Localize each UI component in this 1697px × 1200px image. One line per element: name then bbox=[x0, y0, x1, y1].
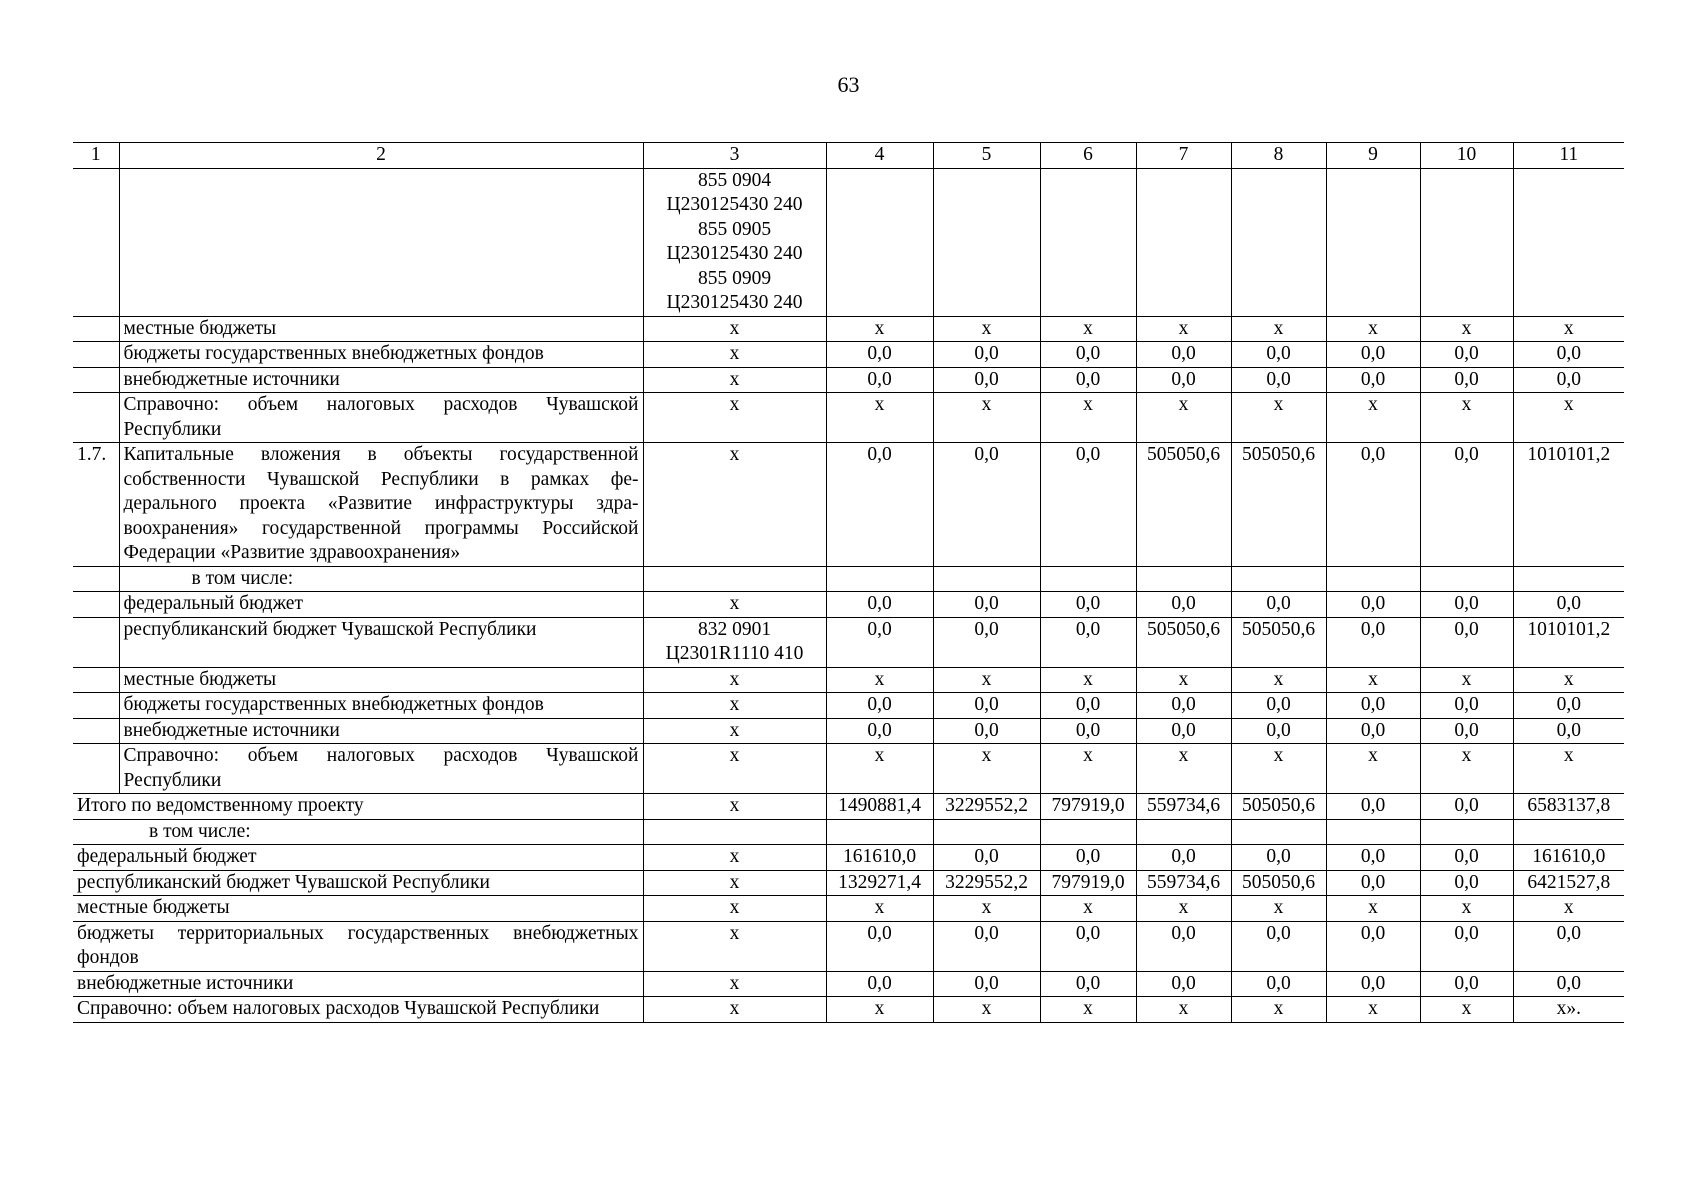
value-cell bbox=[1513, 819, 1624, 845]
value-cell: 0,0 bbox=[1326, 617, 1420, 667]
number-cell bbox=[73, 592, 119, 618]
value-cell: 0,0 bbox=[1420, 617, 1513, 667]
value-cell: 0,0 bbox=[1136, 367, 1231, 393]
value-cell: х bbox=[1231, 896, 1326, 922]
table-body bbox=[73, 143, 1624, 1023]
code-cell: х bbox=[643, 592, 826, 618]
value-cell: х bbox=[1420, 667, 1513, 693]
value-cell: 3229552,2 bbox=[933, 870, 1040, 896]
value-cell: 0,0 bbox=[1040, 971, 1136, 997]
value-cell: 559734,6 bbox=[1136, 794, 1231, 820]
value-cell: 1010101,2 bbox=[1513, 443, 1624, 567]
label-cell: федеральный бюджет bbox=[119, 592, 643, 618]
label-cell: Справочно: объем налоговых расходов Чувашской Республики bbox=[73, 997, 643, 1023]
value-cell: 0,0 bbox=[1326, 443, 1420, 567]
value-cell: х bbox=[1040, 667, 1136, 693]
table-row bbox=[73, 617, 1624, 667]
value-cell: х bbox=[1136, 896, 1231, 922]
label-cell: бюджеты территориальных государственных внебюджетных фондов bbox=[73, 921, 643, 971]
value-cell: х bbox=[1326, 997, 1420, 1023]
code-cell: х bbox=[643, 896, 826, 922]
code-cell bbox=[643, 617, 826, 667]
table-row bbox=[73, 693, 1624, 719]
label-cell: местные бюджеты bbox=[73, 896, 643, 922]
code-cell: х bbox=[643, 316, 826, 342]
value-cell: 0,0 bbox=[1040, 592, 1136, 618]
value-cell: х bbox=[1136, 997, 1231, 1023]
column-header: 1 bbox=[73, 143, 119, 169]
value-cell: х bbox=[826, 896, 933, 922]
value-cell: 0,0 bbox=[826, 718, 933, 744]
value-cell: 0,0 bbox=[1136, 342, 1231, 368]
code-cell: х bbox=[643, 667, 826, 693]
value-cell: х bbox=[933, 744, 1040, 794]
label-cell: местные бюджеты bbox=[119, 316, 643, 342]
value-cell: х bbox=[933, 316, 1040, 342]
label-cell: республиканский бюджет Чувашской Республики bbox=[119, 617, 643, 667]
code-cell: х bbox=[643, 870, 826, 896]
total-row bbox=[73, 794, 1624, 820]
value-cell: 0,0 bbox=[1420, 342, 1513, 368]
table-row bbox=[73, 592, 1624, 618]
number-cell bbox=[73, 693, 119, 719]
value-cell bbox=[1231, 819, 1326, 845]
value-cell: 0,0 bbox=[933, 845, 1040, 871]
value-cell: 0,0 bbox=[1326, 342, 1420, 368]
label-cell: в том числе: bbox=[119, 566, 643, 592]
value-cell: х bbox=[1513, 744, 1624, 794]
value-cell: х». bbox=[1513, 997, 1624, 1023]
value-cell: 0,0 bbox=[826, 592, 933, 618]
value-cell: 0,0 bbox=[1326, 971, 1420, 997]
code-line: 855 0905 bbox=[697, 218, 772, 240]
code-cell: х bbox=[643, 794, 826, 820]
value-cell: х bbox=[933, 667, 1040, 693]
value-cell bbox=[933, 566, 1040, 592]
value-cell bbox=[1136, 566, 1231, 592]
item-row bbox=[73, 443, 1624, 567]
value-cell: х bbox=[933, 896, 1040, 922]
page-number: 63 bbox=[837, 72, 860, 97]
value-cell: 0,0 bbox=[826, 617, 933, 667]
value-cell: 0,0 bbox=[1040, 443, 1136, 567]
value-cell: х bbox=[1136, 667, 1231, 693]
value-cell: 559734,6 bbox=[1136, 870, 1231, 896]
number-cell bbox=[73, 316, 119, 342]
value-cell: х bbox=[1326, 667, 1420, 693]
value-cell: 0,0 bbox=[1513, 718, 1624, 744]
value-cell: 0,0 bbox=[1420, 845, 1513, 871]
value-cell bbox=[1136, 819, 1231, 845]
value-cell: 161610,0 bbox=[826, 845, 933, 871]
value-cell: х bbox=[1420, 393, 1513, 443]
value-cell: 505050,6 bbox=[1136, 443, 1231, 567]
column-header: 9 bbox=[1326, 143, 1420, 169]
number-cell bbox=[73, 342, 119, 368]
value-cell: 0,0 bbox=[1513, 592, 1624, 618]
column-header: 4 bbox=[826, 143, 933, 169]
value-cell: 505050,6 bbox=[1231, 617, 1326, 667]
value-cell: 0,0 bbox=[1420, 592, 1513, 618]
column-header: 7 bbox=[1136, 143, 1231, 169]
value-cell: 0,0 bbox=[1231, 342, 1326, 368]
value-cell: 0,0 bbox=[933, 592, 1040, 618]
value-cell bbox=[1513, 566, 1624, 592]
table-row bbox=[73, 845, 1624, 871]
value-cell: 0,0 bbox=[1420, 794, 1513, 820]
value-cell: 505050,6 bbox=[1231, 794, 1326, 820]
value-cell: х bbox=[1326, 744, 1420, 794]
table-row bbox=[73, 393, 1624, 443]
value-cell bbox=[1326, 566, 1420, 592]
value-cell: 0,0 bbox=[1231, 367, 1326, 393]
code-line: 832 0901 bbox=[697, 618, 772, 640]
column-header: 3 bbox=[643, 143, 826, 169]
code-cell: х bbox=[643, 744, 826, 794]
label-cell bbox=[119, 168, 643, 316]
label-cell: федеральный бюджет bbox=[73, 845, 643, 871]
value-cell: х bbox=[933, 997, 1040, 1023]
value-cell: 0,0 bbox=[933, 367, 1040, 393]
value-cell: х bbox=[1513, 667, 1624, 693]
code-line: 855 0904 bbox=[697, 169, 772, 191]
value-cell: 0,0 bbox=[1513, 367, 1624, 393]
value-cell: 0,0 bbox=[1040, 367, 1136, 393]
code-line: Ц230125430 240 bbox=[666, 292, 803, 313]
value-cell: 0,0 bbox=[826, 342, 933, 368]
value-cell: 0,0 bbox=[1136, 718, 1231, 744]
code-cell bbox=[643, 168, 826, 316]
value-cell: 0,0 bbox=[1513, 921, 1624, 971]
value-cell: 0,0 bbox=[933, 617, 1040, 667]
value-cell: 0,0 bbox=[933, 921, 1040, 971]
value-cell: 0,0 bbox=[826, 693, 933, 719]
continuation-row bbox=[73, 168, 1624, 316]
value-cell: х bbox=[1326, 896, 1420, 922]
value-cell bbox=[1231, 168, 1326, 316]
value-cell: 0,0 bbox=[1513, 342, 1624, 368]
value-cell: 0,0 bbox=[1136, 971, 1231, 997]
code-cell: х bbox=[643, 443, 826, 567]
value-cell: 0,0 bbox=[933, 693, 1040, 719]
value-cell bbox=[933, 168, 1040, 316]
column-header: 10 bbox=[1420, 143, 1513, 169]
number-cell bbox=[73, 367, 119, 393]
value-cell: 0,0 bbox=[1231, 693, 1326, 719]
column-header: 8 bbox=[1231, 143, 1326, 169]
value-cell: х bbox=[826, 744, 933, 794]
value-cell: 0,0 bbox=[1040, 342, 1136, 368]
value-cell: 1329271,4 bbox=[826, 870, 933, 896]
code-line: Ц230125430 240 bbox=[666, 243, 803, 264]
value-cell: 0,0 bbox=[933, 718, 1040, 744]
value-cell: 0,0 bbox=[1136, 693, 1231, 719]
table-row bbox=[73, 971, 1624, 997]
value-cell: х bbox=[1136, 393, 1231, 443]
value-cell: х bbox=[1420, 744, 1513, 794]
value-cell: х bbox=[1136, 316, 1231, 342]
value-cell: х bbox=[1136, 744, 1231, 794]
value-cell: 0,0 bbox=[1420, 718, 1513, 744]
value-cell: 505050,6 bbox=[1231, 870, 1326, 896]
value-cell: 3229552,2 bbox=[933, 794, 1040, 820]
column-header: 6 bbox=[1040, 143, 1136, 169]
label-cell: внебюджетные источники bbox=[119, 718, 643, 744]
value-cell: 0,0 bbox=[1420, 693, 1513, 719]
value-cell: 0,0 bbox=[1513, 693, 1624, 719]
value-cell bbox=[1231, 566, 1326, 592]
value-cell bbox=[1136, 168, 1231, 316]
value-cell: х bbox=[1231, 316, 1326, 342]
code-cell: х bbox=[643, 921, 826, 971]
value-cell: 0,0 bbox=[1040, 845, 1136, 871]
label-cell: внебюджетные источники bbox=[73, 971, 643, 997]
value-cell: 0,0 bbox=[1326, 794, 1420, 820]
value-cell bbox=[1326, 168, 1420, 316]
budget-table bbox=[73, 142, 1624, 1023]
value-cell: х bbox=[826, 667, 933, 693]
value-cell bbox=[643, 566, 826, 592]
value-cell: х bbox=[1420, 316, 1513, 342]
table-row bbox=[73, 921, 1624, 971]
label-cell: внебюджетные источники bbox=[119, 367, 643, 393]
value-cell: 0,0 bbox=[1231, 845, 1326, 871]
table-row bbox=[73, 896, 1624, 922]
code-cell: х bbox=[643, 971, 826, 997]
value-cell: х bbox=[1326, 316, 1420, 342]
value-cell: х bbox=[1513, 316, 1624, 342]
value-cell bbox=[1040, 819, 1136, 845]
value-cell: х bbox=[1231, 667, 1326, 693]
value-cell bbox=[1420, 566, 1513, 592]
value-cell: х bbox=[826, 393, 933, 443]
label-cell: местные бюджеты bbox=[119, 667, 643, 693]
value-cell: х bbox=[826, 997, 933, 1023]
value-cell: 6421527,8 bbox=[1513, 870, 1624, 896]
code-cell: х bbox=[643, 718, 826, 744]
number-cell bbox=[73, 566, 119, 592]
table-row bbox=[73, 342, 1624, 368]
table-row bbox=[73, 744, 1624, 794]
value-cell: 0,0 bbox=[1420, 443, 1513, 567]
value-cell: 0,0 bbox=[1420, 870, 1513, 896]
value-cell: 505050,6 bbox=[1136, 617, 1231, 667]
value-cell: 505050,6 bbox=[1231, 443, 1326, 567]
number-cell bbox=[73, 393, 119, 443]
value-cell bbox=[1420, 168, 1513, 316]
value-cell: 0,0 bbox=[1040, 693, 1136, 719]
code-cell: х bbox=[643, 997, 826, 1023]
table-row bbox=[73, 870, 1624, 896]
label-cell: в том числе: bbox=[73, 819, 643, 845]
value-cell: 797919,0 bbox=[1040, 870, 1136, 896]
value-cell: 797919,0 bbox=[1040, 794, 1136, 820]
code-line: Ц2301R1110 410 bbox=[665, 643, 804, 664]
column-header: 5 bbox=[933, 143, 1040, 169]
value-cell: 0,0 bbox=[1513, 971, 1624, 997]
including-row bbox=[73, 566, 1624, 592]
value-cell: х bbox=[1040, 997, 1136, 1023]
table-row bbox=[73, 316, 1624, 342]
column-header: 2 bbox=[119, 143, 643, 169]
value-cell: х bbox=[1513, 896, 1624, 922]
value-cell: 0,0 bbox=[826, 367, 933, 393]
value-cell: 0,0 bbox=[826, 443, 933, 567]
column-header: 11 bbox=[1513, 143, 1624, 169]
value-cell: 0,0 bbox=[1420, 971, 1513, 997]
value-cell: 0,0 bbox=[1231, 971, 1326, 997]
label-cell: республиканский бюджет Чувашской Республики bbox=[73, 870, 643, 896]
value-cell bbox=[1513, 168, 1624, 316]
value-cell: х bbox=[826, 316, 933, 342]
value-cell: 6583137,8 bbox=[1513, 794, 1624, 820]
header-row bbox=[73, 143, 1624, 169]
number-cell bbox=[73, 168, 119, 316]
label-cell: Справочно: объем налоговых расходов Чувашской Республики bbox=[119, 744, 643, 794]
value-cell: 0,0 bbox=[1231, 592, 1326, 618]
code-line: 855 0909 bbox=[697, 267, 772, 289]
value-cell bbox=[1040, 566, 1136, 592]
value-cell bbox=[826, 819, 933, 845]
value-cell: х bbox=[1420, 997, 1513, 1023]
code-cell: х bbox=[643, 393, 826, 443]
table-row bbox=[73, 367, 1624, 393]
number-cell bbox=[73, 617, 119, 667]
code-cell: х bbox=[643, 367, 826, 393]
value-cell: х bbox=[1040, 393, 1136, 443]
value-cell: 0,0 bbox=[933, 971, 1040, 997]
code-cell: х bbox=[643, 693, 826, 719]
value-cell: 0,0 bbox=[826, 921, 933, 971]
value-cell: 0,0 bbox=[1326, 693, 1420, 719]
value-cell: 0,0 bbox=[1136, 921, 1231, 971]
value-cell: х bbox=[1040, 896, 1136, 922]
value-cell: 0,0 bbox=[1136, 592, 1231, 618]
value-cell: 0,0 bbox=[1231, 921, 1326, 971]
value-cell: 0,0 bbox=[1231, 718, 1326, 744]
code-line: Ц230125430 240 bbox=[666, 194, 803, 215]
value-cell: х bbox=[1040, 316, 1136, 342]
value-cell bbox=[1420, 819, 1513, 845]
value-cell: х bbox=[1420, 896, 1513, 922]
number-cell: 1.7. bbox=[73, 443, 119, 567]
number-cell bbox=[73, 667, 119, 693]
table-row bbox=[73, 718, 1624, 744]
value-cell bbox=[643, 819, 826, 845]
including-row bbox=[73, 819, 1624, 845]
value-cell bbox=[826, 566, 933, 592]
value-cell: х bbox=[1513, 393, 1624, 443]
label-cell: Капитальные вложения в объекты государственной собственности Чувашской Республики в рамках федерального проекта «Развитие инфраструктуры здравоохранения» государственной программы Российской Федерации «Развитие здравоохранения» bbox=[119, 443, 643, 567]
label-cell: бюджеты государственных внебюджетных фондов bbox=[119, 342, 643, 368]
value-cell: 0,0 bbox=[1326, 921, 1420, 971]
value-cell: х bbox=[1326, 393, 1420, 443]
value-cell: 0,0 bbox=[1326, 718, 1420, 744]
value-cell: 0,0 bbox=[1136, 845, 1231, 871]
value-cell: 0,0 bbox=[1326, 845, 1420, 871]
value-cell: 0,0 bbox=[933, 443, 1040, 567]
value-cell: 0,0 bbox=[1420, 921, 1513, 971]
value-cell bbox=[1326, 819, 1420, 845]
total-label: Итого по ведомственному проекту bbox=[73, 794, 643, 820]
value-cell: х bbox=[1231, 393, 1326, 443]
label-cell: бюджеты государственных внебюджетных фондов bbox=[119, 693, 643, 719]
value-cell: 0,0 bbox=[1326, 592, 1420, 618]
value-cell: 0,0 bbox=[1420, 367, 1513, 393]
code-cell: х bbox=[643, 845, 826, 871]
code-cell: х bbox=[643, 342, 826, 368]
value-cell: 0,0 bbox=[1326, 367, 1420, 393]
value-cell: х bbox=[933, 393, 1040, 443]
value-cell: 0,0 bbox=[933, 342, 1040, 368]
value-cell: 1490881,4 bbox=[826, 794, 933, 820]
value-cell: 0,0 bbox=[1040, 718, 1136, 744]
value-cell bbox=[826, 168, 933, 316]
value-cell: 0,0 bbox=[1040, 921, 1136, 971]
table-row bbox=[73, 667, 1624, 693]
value-cell: 0,0 bbox=[1326, 870, 1420, 896]
value-cell: х bbox=[1231, 744, 1326, 794]
value-cell bbox=[933, 819, 1040, 845]
value-cell: 0,0 bbox=[1040, 617, 1136, 667]
value-cell: 1010101,2 bbox=[1513, 617, 1624, 667]
value-cell: х bbox=[1231, 997, 1326, 1023]
value-cell bbox=[1040, 168, 1136, 316]
label-cell: Справочно: объем налоговых расходов Чувашской Республики bbox=[119, 393, 643, 443]
value-cell: х bbox=[1040, 744, 1136, 794]
value-cell: 161610,0 bbox=[1513, 845, 1624, 871]
table-row bbox=[73, 997, 1624, 1023]
number-cell bbox=[73, 744, 119, 794]
number-cell bbox=[73, 718, 119, 744]
value-cell: 0,0 bbox=[826, 971, 933, 997]
